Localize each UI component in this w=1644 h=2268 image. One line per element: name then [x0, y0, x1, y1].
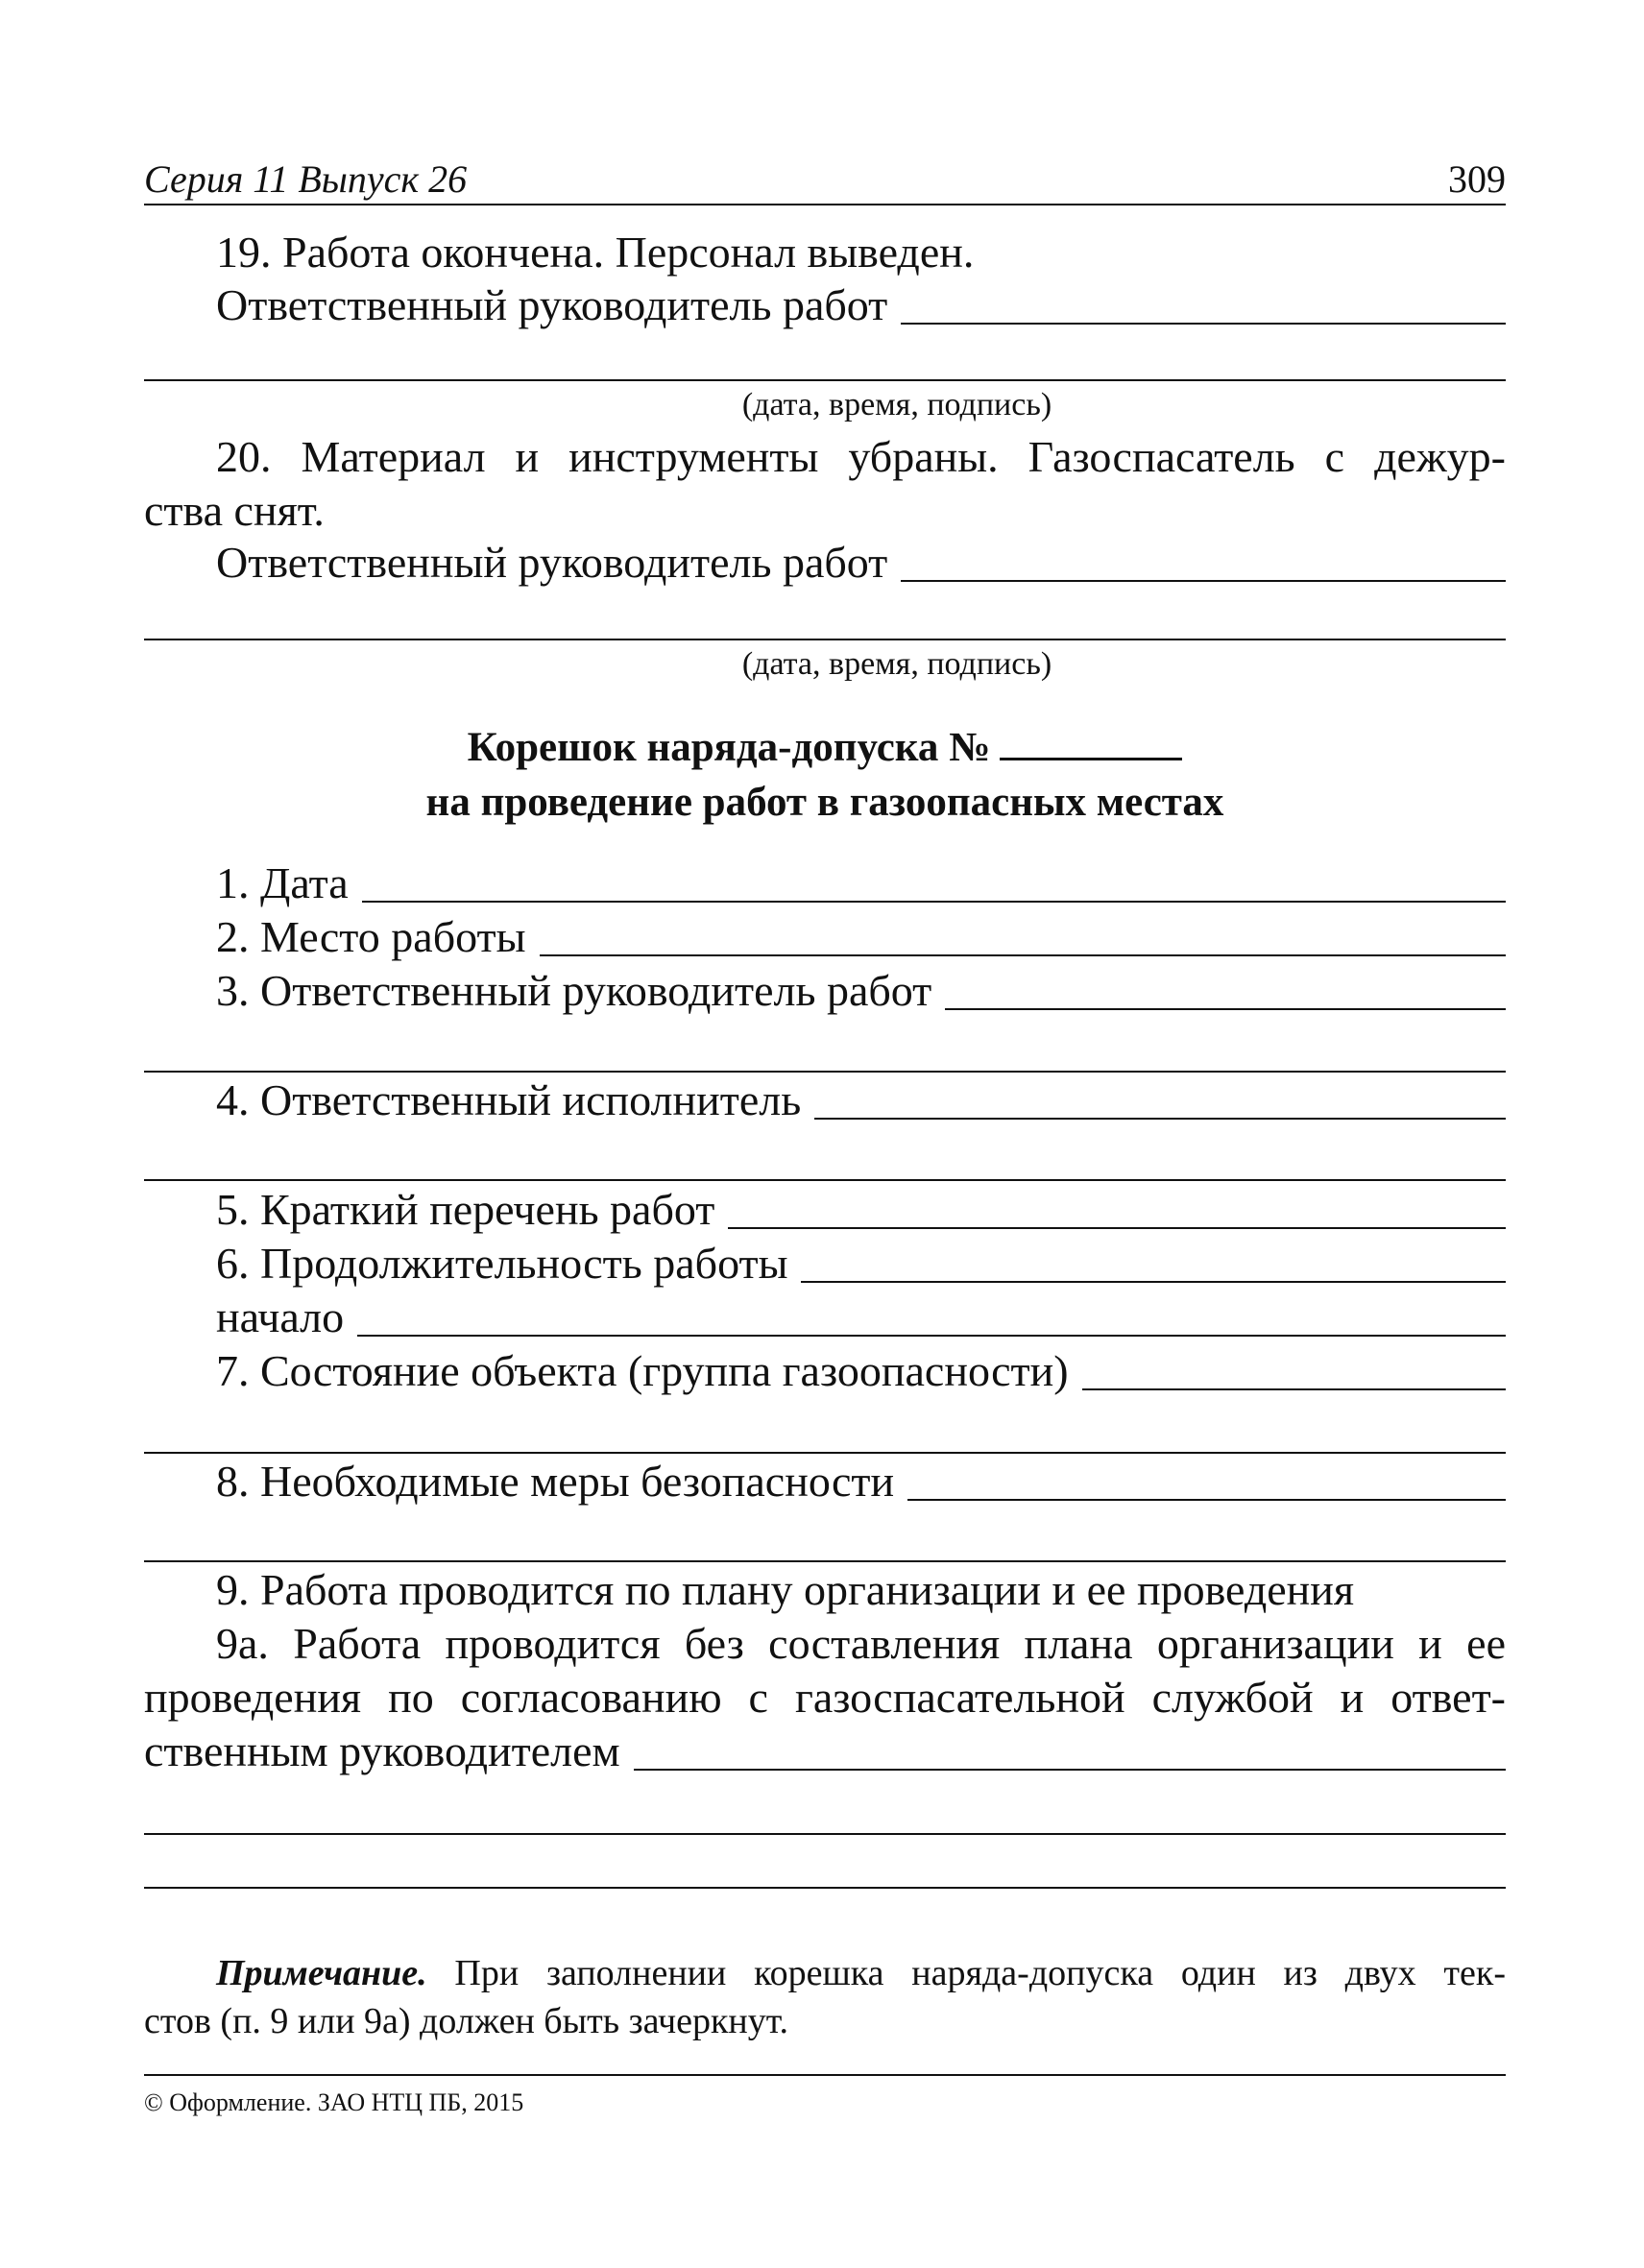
item-19-manager-blank[interactable]	[901, 284, 1506, 325]
item-19-caption: (дата, время, подпись)	[741, 387, 1052, 422]
item-20-paragraph	[144, 430, 1506, 538]
field-no-plan-manager	[144, 1725, 1506, 1778]
manager-blank[interactable]	[945, 970, 1506, 1010]
note-label: Примечание.	[216, 1953, 427, 1993]
item-20-line-1: 20. Материал и инструменты убраны. Газоспасатель с дежур-	[216, 432, 1506, 481]
safety-extra-blank[interactable]	[144, 1560, 1506, 1562]
item-20-manager-blank[interactable]	[901, 542, 1506, 582]
item-19-manager-field	[144, 278, 1506, 332]
place-blank[interactable]	[540, 916, 1507, 956]
no-plan-line-3: ственным руководителем	[144, 1726, 620, 1775]
item-20-line-2: ства снят.	[144, 486, 325, 535]
start-blank[interactable]	[357, 1296, 1506, 1337]
footer-copyright: © Оформление. ЗАО НТЦ ПБ, 2015	[144, 2088, 524, 2116]
no-plan-line-2: проведения по согласованию с газоспасательной службой и ответ-	[144, 1673, 1506, 1722]
field-no-plan	[144, 1617, 1506, 1725]
item-19-extra-blank[interactable]	[144, 379, 1506, 381]
executor-extra-blank[interactable]	[144, 1179, 1506, 1181]
field-duration: 6. Продолжительность работы	[144, 1237, 1506, 1291]
permit-number-blank[interactable]	[1000, 723, 1182, 760]
date-blank[interactable]	[362, 862, 1506, 903]
item-20-manager-field	[144, 536, 1506, 590]
page-number: 309	[1448, 157, 1506, 201]
stub-title-line-1: Корешок наряда-допуска №	[144, 723, 1506, 773]
footer-rule	[144, 2074, 1506, 2076]
manager-extra-blank[interactable]	[144, 1071, 1506, 1073]
executor-blank[interactable]	[814, 1079, 1506, 1120]
field-executor: 4. Ответственный исполнитель	[144, 1074, 1506, 1127]
safety-blank[interactable]	[907, 1460, 1506, 1501]
field-safety: 8. Необходимые меры безопасности	[144, 1455, 1506, 1508]
works-blank[interactable]	[728, 1189, 1506, 1229]
no-plan-extra-blank-2[interactable]	[144, 1887, 1506, 1889]
note-line-1: При заполнении корешка наряда-допуска один из двух тек-	[454, 1953, 1506, 1993]
field-state: 7. Состояние объекта (группа газоопасности)	[144, 1344, 1506, 1398]
item-19-manager-label: Ответственный руководитель работ	[216, 280, 888, 329]
document-page	[144, 144, 1506, 2160]
item-20-caption: (дата, время, подпись)	[741, 646, 1052, 682]
no-plan-extra-blank-1[interactable]	[144, 1833, 1506, 1835]
note-line-2: стов (п. 9 или 9а) должен быть зачеркнут.	[144, 2001, 788, 2041]
no-plan-line-1: 9а. Работа проводится без составления плана организации и ее	[216, 1619, 1506, 1668]
item-19-text: 19. Работа окончена. Персонал выведен.	[216, 228, 975, 277]
duration-blank[interactable]	[801, 1243, 1506, 1283]
item-20-manager-label: Ответственный руководитель работ	[216, 538, 888, 587]
field-works: 5. Краткий перечень работ	[144, 1183, 1506, 1237]
field-start: начало	[144, 1291, 1506, 1344]
no-plan-manager-blank[interactable]	[634, 1730, 1506, 1771]
field-plan: 9. Работа проводится по плану организации и ее проведения	[216, 1565, 1355, 1614]
field-date: 1. Дата	[144, 857, 1506, 910]
series-label: Серия 11 Выпуск 26	[144, 157, 468, 201]
note-paragraph	[144, 1949, 1506, 2045]
item-20-extra-blank[interactable]	[144, 639, 1506, 640]
stub-title-line-2: на проведение работ в газоопасных местах	[425, 780, 1224, 825]
field-manager: 3. Ответственный руководитель работ	[144, 964, 1506, 1018]
field-place: 2. Место работы	[144, 910, 1506, 964]
state-blank[interactable]	[1082, 1350, 1506, 1390]
running-header	[144, 154, 1506, 205]
state-extra-blank[interactable]	[144, 1452, 1506, 1454]
